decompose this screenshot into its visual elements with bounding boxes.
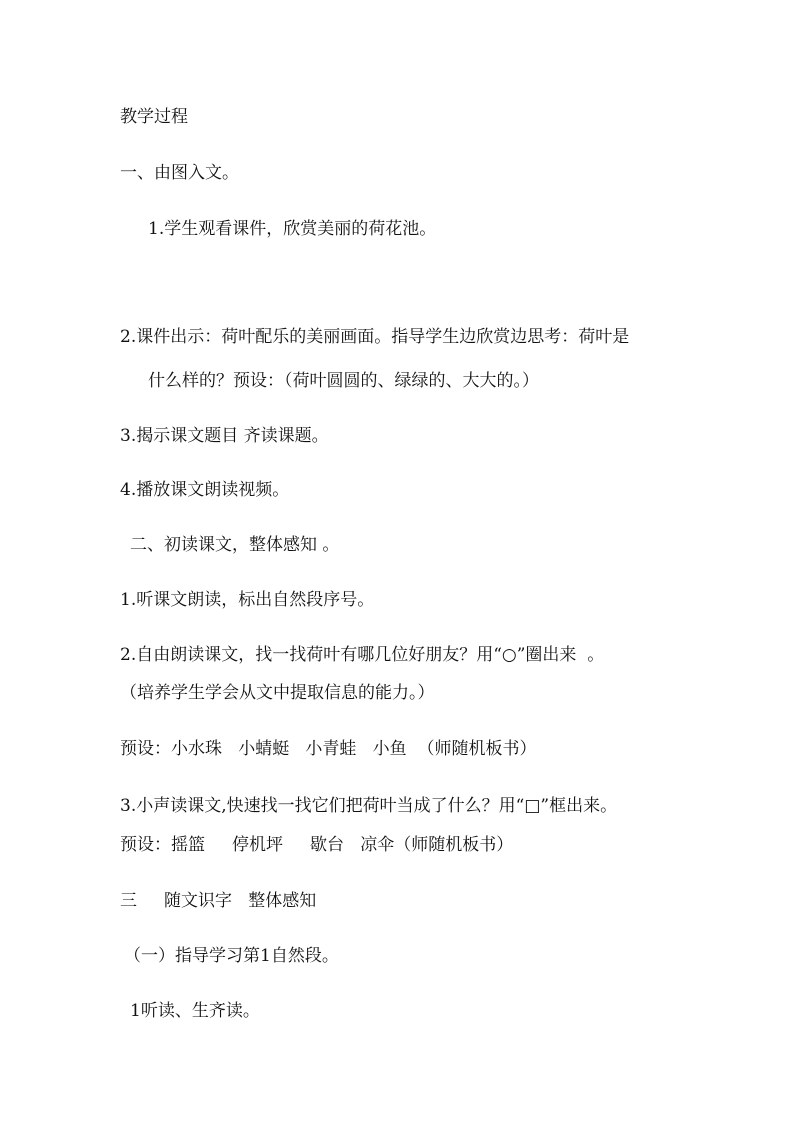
section-3-heading: 三 随文识字 整体感知 xyxy=(120,891,317,911)
paragraph-line: （培养学生学会从文中提取信息的能力。） xyxy=(120,683,435,703)
paragraph-line: 2.自由朗读课文，找一找荷叶有哪几位好朋友？用“○”圈出来 。 xyxy=(120,645,605,665)
heading-teaching-process: 教学过程 xyxy=(120,107,188,127)
paragraph-line: 预设：摇篮 停机坪 歇台 凉伞（师随机板书） xyxy=(120,835,514,855)
paragraph-line: 1听读、生齐读。 xyxy=(130,1001,260,1021)
section-1-heading: 一、由图入文。 xyxy=(120,163,239,183)
paragraph-line: 1.学生观看课件，欣赏美丽的荷花池。 xyxy=(148,219,437,239)
paragraph-line: 3.揭示课文题目 齐读课题。 xyxy=(120,426,329,446)
paragraph-line: 2.课件出示：荷叶配乐的美丽画面。指导学生边欣赏边思考：荷叶是 xyxy=(120,327,630,347)
paragraph-line: 4.播放课文朗读视频。 xyxy=(120,480,290,500)
paragraph-line: 什么样的？预设：（荷叶圆圆的、绿绿的、大大的。） xyxy=(148,371,539,391)
section-2-heading: 二、初读课文，整体感知 。 xyxy=(130,535,340,555)
subsection-heading: （一）指导学习第1自然段。 xyxy=(124,946,339,966)
paragraph-line: 1.听课文朗读，标出自然段序号。 xyxy=(120,590,375,610)
paragraph-line: 3.小声读课文,快速找一找它们把荷叶当成了什么？用“□”框出来。 xyxy=(120,796,618,816)
paragraph-line: 预设：小水珠 小蜻蜓 小青蛙 小鱼 （师随机板书） xyxy=(120,739,537,759)
